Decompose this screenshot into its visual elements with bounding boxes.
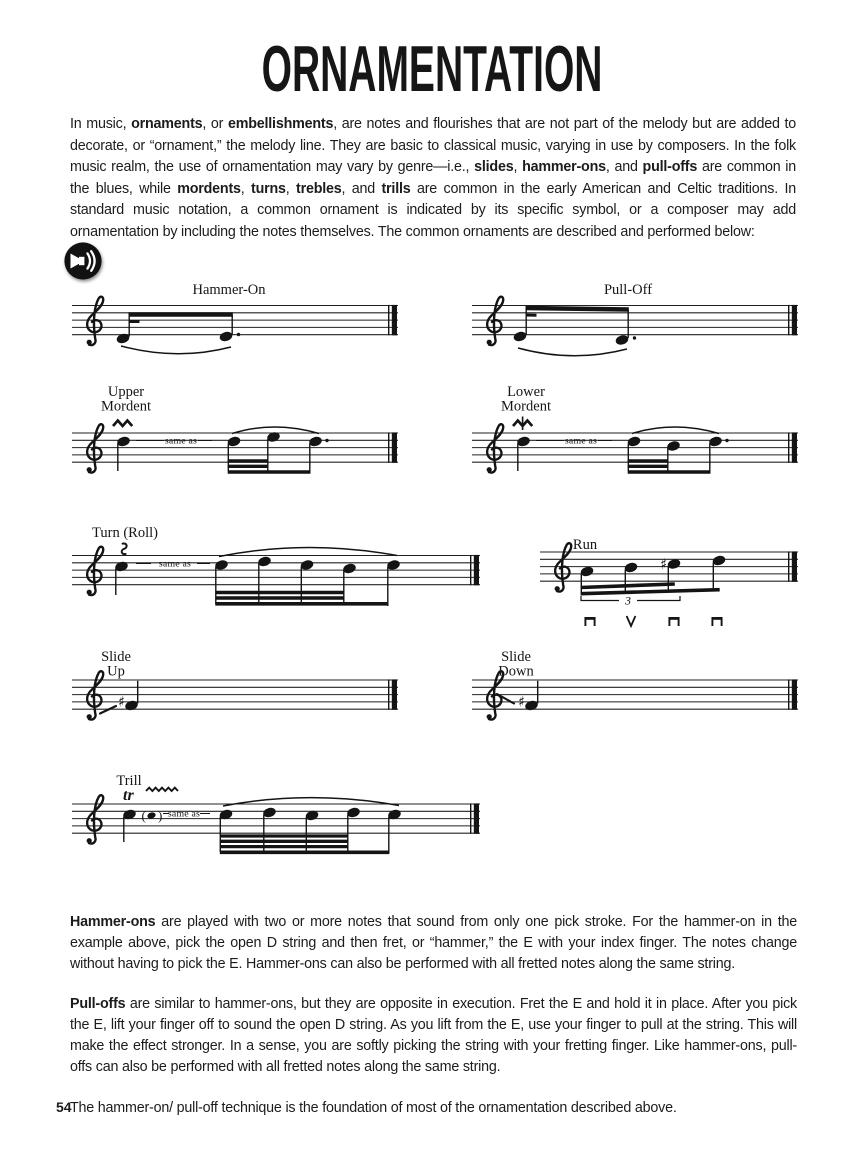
beam [581, 590, 720, 594]
final-barline [388, 305, 397, 335]
augmentation-dot [725, 439, 728, 442]
treble-clef-icon [555, 543, 572, 591]
treble-clef-icon [87, 795, 104, 843]
svg-text:(: ( [141, 808, 146, 823]
treble-clef-icon [87, 424, 104, 472]
trill-tr: tr [123, 787, 134, 804]
example-slide-up [72, 649, 398, 720]
turn-icon [122, 543, 127, 554]
downstroke-icon [585, 617, 596, 626]
downstroke-icon [669, 617, 680, 626]
example-label-hammer-on: Hammer-On [192, 282, 266, 298]
final-barline [388, 432, 397, 462]
augmentation-dot [633, 336, 636, 339]
same-as-label: same as [164, 435, 198, 447]
trill-icon [123, 787, 178, 804]
example-label-pull-off: Pull-Off [603, 282, 653, 298]
hammer-ons-paragraph: Hammer-ons are played with two or more notes that sound from only one pick stroke. For the hammer-on in the example above, pick the open D string and then fret, or “hammer,” the E with your index finger. The notes change without having to pick the E. Hammer-ons can also be performed with all fretted notes along the same string. [70, 914, 797, 972]
final-barline [388, 679, 397, 709]
pull-offs-paragraph: Pull-offs are similar to hammer-ons, but they are opposite in execution. Fret the E and hold it in place. After you pick the E, lift your finger off to sound the open D string. As you lift from the E, use your finger to pull at the string. This will make the effect stronger. In a sense, you are softly picking the string with your fretting finger. Like hammer-ons, pull-offs can also be performed with all fretted notes along the same string. [70, 996, 797, 1075]
beam [526, 308, 629, 310]
notehead [219, 330, 234, 342]
beam [581, 584, 675, 588]
sharp-sign: ♯ [517, 694, 526, 711]
parenthesized-note [142, 808, 163, 823]
page-title: ORNAMENTATION [261, 32, 603, 105]
example-hammer-on [72, 282, 398, 354]
augmentation-dot [325, 439, 328, 442]
example-label-trill: Trill [116, 773, 142, 789]
example-label-turn-roll: Turn (Roll) [92, 525, 158, 541]
same-as-label: same as [158, 558, 192, 570]
page-number: 54 [56, 1099, 72, 1115]
slur [121, 346, 231, 354]
final-barline [788, 305, 797, 335]
final-barline [788, 679, 797, 709]
notehead [615, 334, 630, 346]
example-label-upper-mordent: Upper Mordent [101, 384, 151, 415]
final-barline [788, 432, 797, 462]
example-lower-mordent [472, 384, 798, 473]
downstroke-icon [712, 617, 723, 626]
same-as-label: same as [167, 808, 201, 820]
treble-clef-icon [87, 297, 104, 345]
augmentation-dot [237, 333, 240, 336]
notehead [513, 330, 528, 342]
slur [518, 348, 627, 356]
example-label-slide-down: Slide Down [498, 649, 534, 680]
same-as-label: same as [564, 435, 598, 447]
example-pull-off [472, 282, 798, 356]
sharp-sign: ♯ [117, 694, 126, 711]
final-barline [470, 803, 479, 833]
example-label-run: Run [572, 537, 598, 553]
example-label-slide-up: Slide Up [101, 649, 131, 680]
example-slide-down [472, 649, 798, 720]
svg-text:): ) [158, 808, 163, 823]
example-upper-mordent [72, 384, 398, 473]
treble-clef-icon [487, 297, 504, 345]
upstroke-icon [627, 616, 636, 626]
slide-line [100, 706, 116, 714]
closing-paragraph: The hammer-on/ pull-off technique is the foundation of most of the ornamentation described above. [70, 1099, 677, 1116]
example-run [540, 537, 798, 626]
slur [223, 798, 399, 806]
final-barline [470, 555, 479, 585]
sharp-sign: ♯ [659, 557, 668, 573]
example-label-lower-mordent: Lower Mordent [501, 384, 551, 415]
upper-mordent-icon [113, 421, 132, 427]
triplet-number: 3 [625, 593, 631, 608]
notehead [524, 699, 539, 711]
lower-mordent-icon [513, 417, 532, 431]
intro-paragraph: In music, ornaments, or embellishments, are notes and flourishes that are not part of the melody but are added to decorate, or “ornament,” the melody line. They are basic to classical music, varying in use by composers. In the folk music realm, the use of ornamentation may vary by genre—i.e., slides, hammer-ons, and pull-offs are common in the blues, while mordents, turns, trebles, and trills are common in the early American and Celtic traditions. In standard music notation, a common ornament is indicated by its specific symbol, or a composer may add ornamentation by including the notes themselves. The common ornaments are described and performed below: [70, 116, 797, 240]
treble-clef-icon [487, 424, 504, 472]
example-trill [72, 773, 480, 854]
body-text [70, 912, 797, 1138]
example-turn-roll [72, 525, 480, 606]
treble-clef-icon [87, 547, 104, 595]
triplet-bracket [581, 594, 680, 608]
final-barline [788, 551, 797, 581]
notehead [124, 699, 139, 711]
trill-wave [146, 788, 178, 791]
